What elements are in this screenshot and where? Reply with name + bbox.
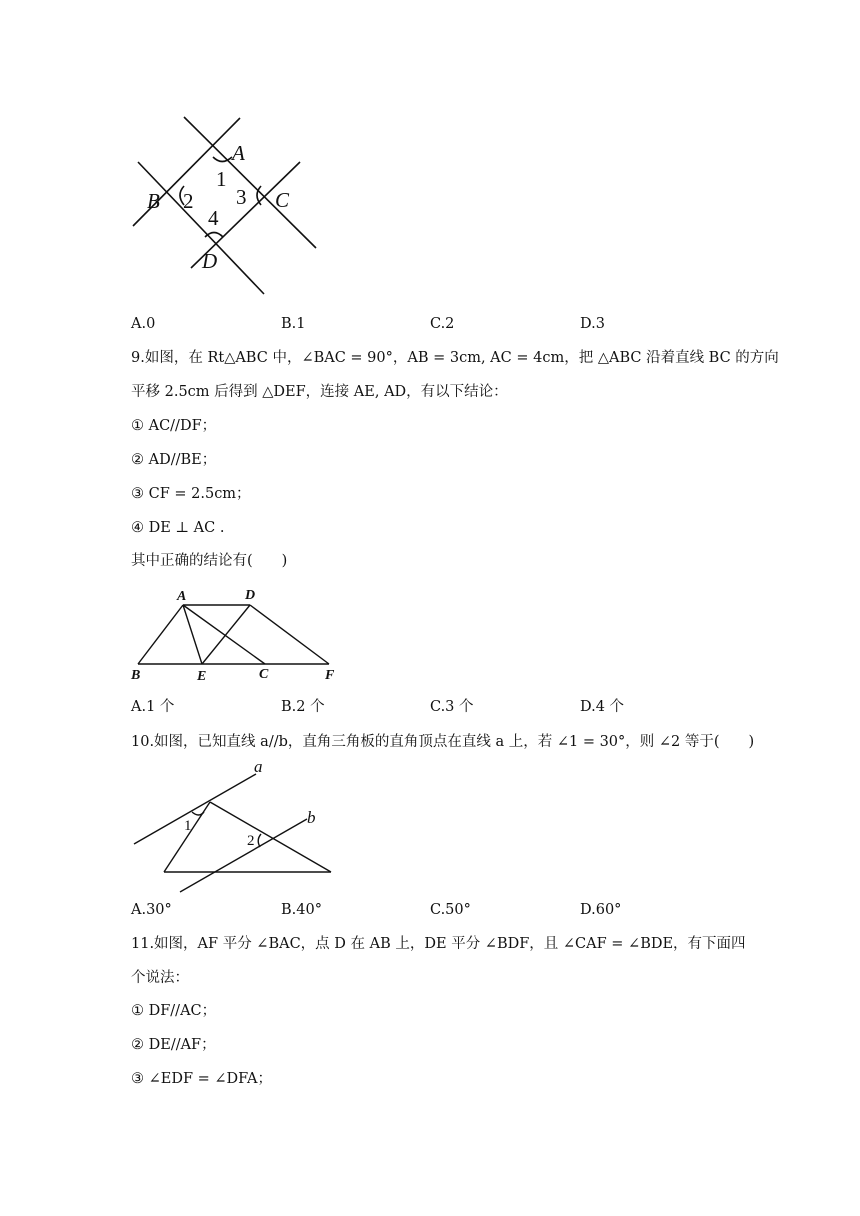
- q9-question: 其中正确的结论有( ): [131, 553, 288, 569]
- fig8-label-B: B: [147, 189, 160, 213]
- q11-stem-line1: 11.如图，AF 平分 ∠BAC，点 D 在 AB 上，DE 平分 ∠BDF，且 ∠CAF = ∠BDE，有下面四: [131, 936, 746, 952]
- fig8-angle-4: 4: [208, 206, 219, 230]
- q10-stem-line1: 10.如图，已知直线 a//b，直角三角板的直角顶点在直线 a 上，若 ∠1 = 30°，则 ∠2 等于( ): [131, 734, 755, 750]
- fig10-angle-2: 2: [247, 833, 255, 849]
- fig8-angle-2: 2: [183, 189, 194, 213]
- q10-option-c: C.50°: [430, 902, 471, 918]
- fig9-label-C: C: [259, 667, 269, 682]
- fig9-label-A: A: [177, 589, 187, 604]
- fig8-label-A: A: [232, 141, 245, 165]
- q10-option-a: A.30°: [131, 902, 172, 918]
- fig9-label-D: D: [245, 588, 256, 603]
- q8-option-b: B.1: [281, 316, 306, 332]
- fig8-label-D: D: [202, 249, 218, 273]
- q9-statement-2: ② AD//BE；: [131, 452, 217, 468]
- fig10-label-b: b: [307, 808, 316, 827]
- q8-option-c: C.2: [430, 316, 455, 332]
- fig8-angle-3: 3: [236, 185, 247, 209]
- fig9-label-B: B: [131, 668, 141, 683]
- fig8-label-C: C: [275, 188, 290, 212]
- q9-statement-3: ③ CF = 2.5cm；: [131, 486, 251, 502]
- q11-statement-3: ③ ∠EDF = ∠DFA；: [131, 1071, 272, 1087]
- q9-stem-line2: 平移 2.5cm 后得到 △DEF，连接 AE, AD，有以下结论：: [131, 384, 508, 400]
- fig10-angle-1: 1: [184, 818, 192, 834]
- fig9-label-F: F: [325, 668, 335, 683]
- fig9-label-E: E: [197, 669, 207, 684]
- q11-statement-1: ① DF//AC；: [131, 1003, 217, 1019]
- q8-option-d: D.3: [580, 316, 605, 332]
- fig8-angle-1: 1: [216, 167, 227, 191]
- q10-option-d: D.60°: [580, 902, 622, 918]
- fig10-label-a: a: [254, 757, 263, 776]
- q11-statement-2: ② DE//AF；: [131, 1037, 216, 1053]
- q8-option-a: A.0: [131, 316, 156, 332]
- q11-stem-line2: 个说法：: [131, 970, 189, 986]
- q9-stem-line1: 9.如图，在 Rt△ABC 中，∠BAC = 90°，AB = 3cm, AC = 4cm，把 △ABC 沿着直线 BC 的方向: [131, 350, 779, 366]
- q9-option-b: B.2 个: [281, 699, 325, 715]
- q9-statement-1: ① AC//DF；: [131, 418, 217, 434]
- q9-option-c: C.3 个: [430, 699, 474, 715]
- q9-option-a: A.1 个: [131, 699, 175, 715]
- q10-option-b: B.40°: [281, 902, 322, 918]
- q9-statement-4: ④ DE ⊥ AC .: [131, 520, 225, 536]
- q9-option-d: D.4 个: [580, 699, 625, 715]
